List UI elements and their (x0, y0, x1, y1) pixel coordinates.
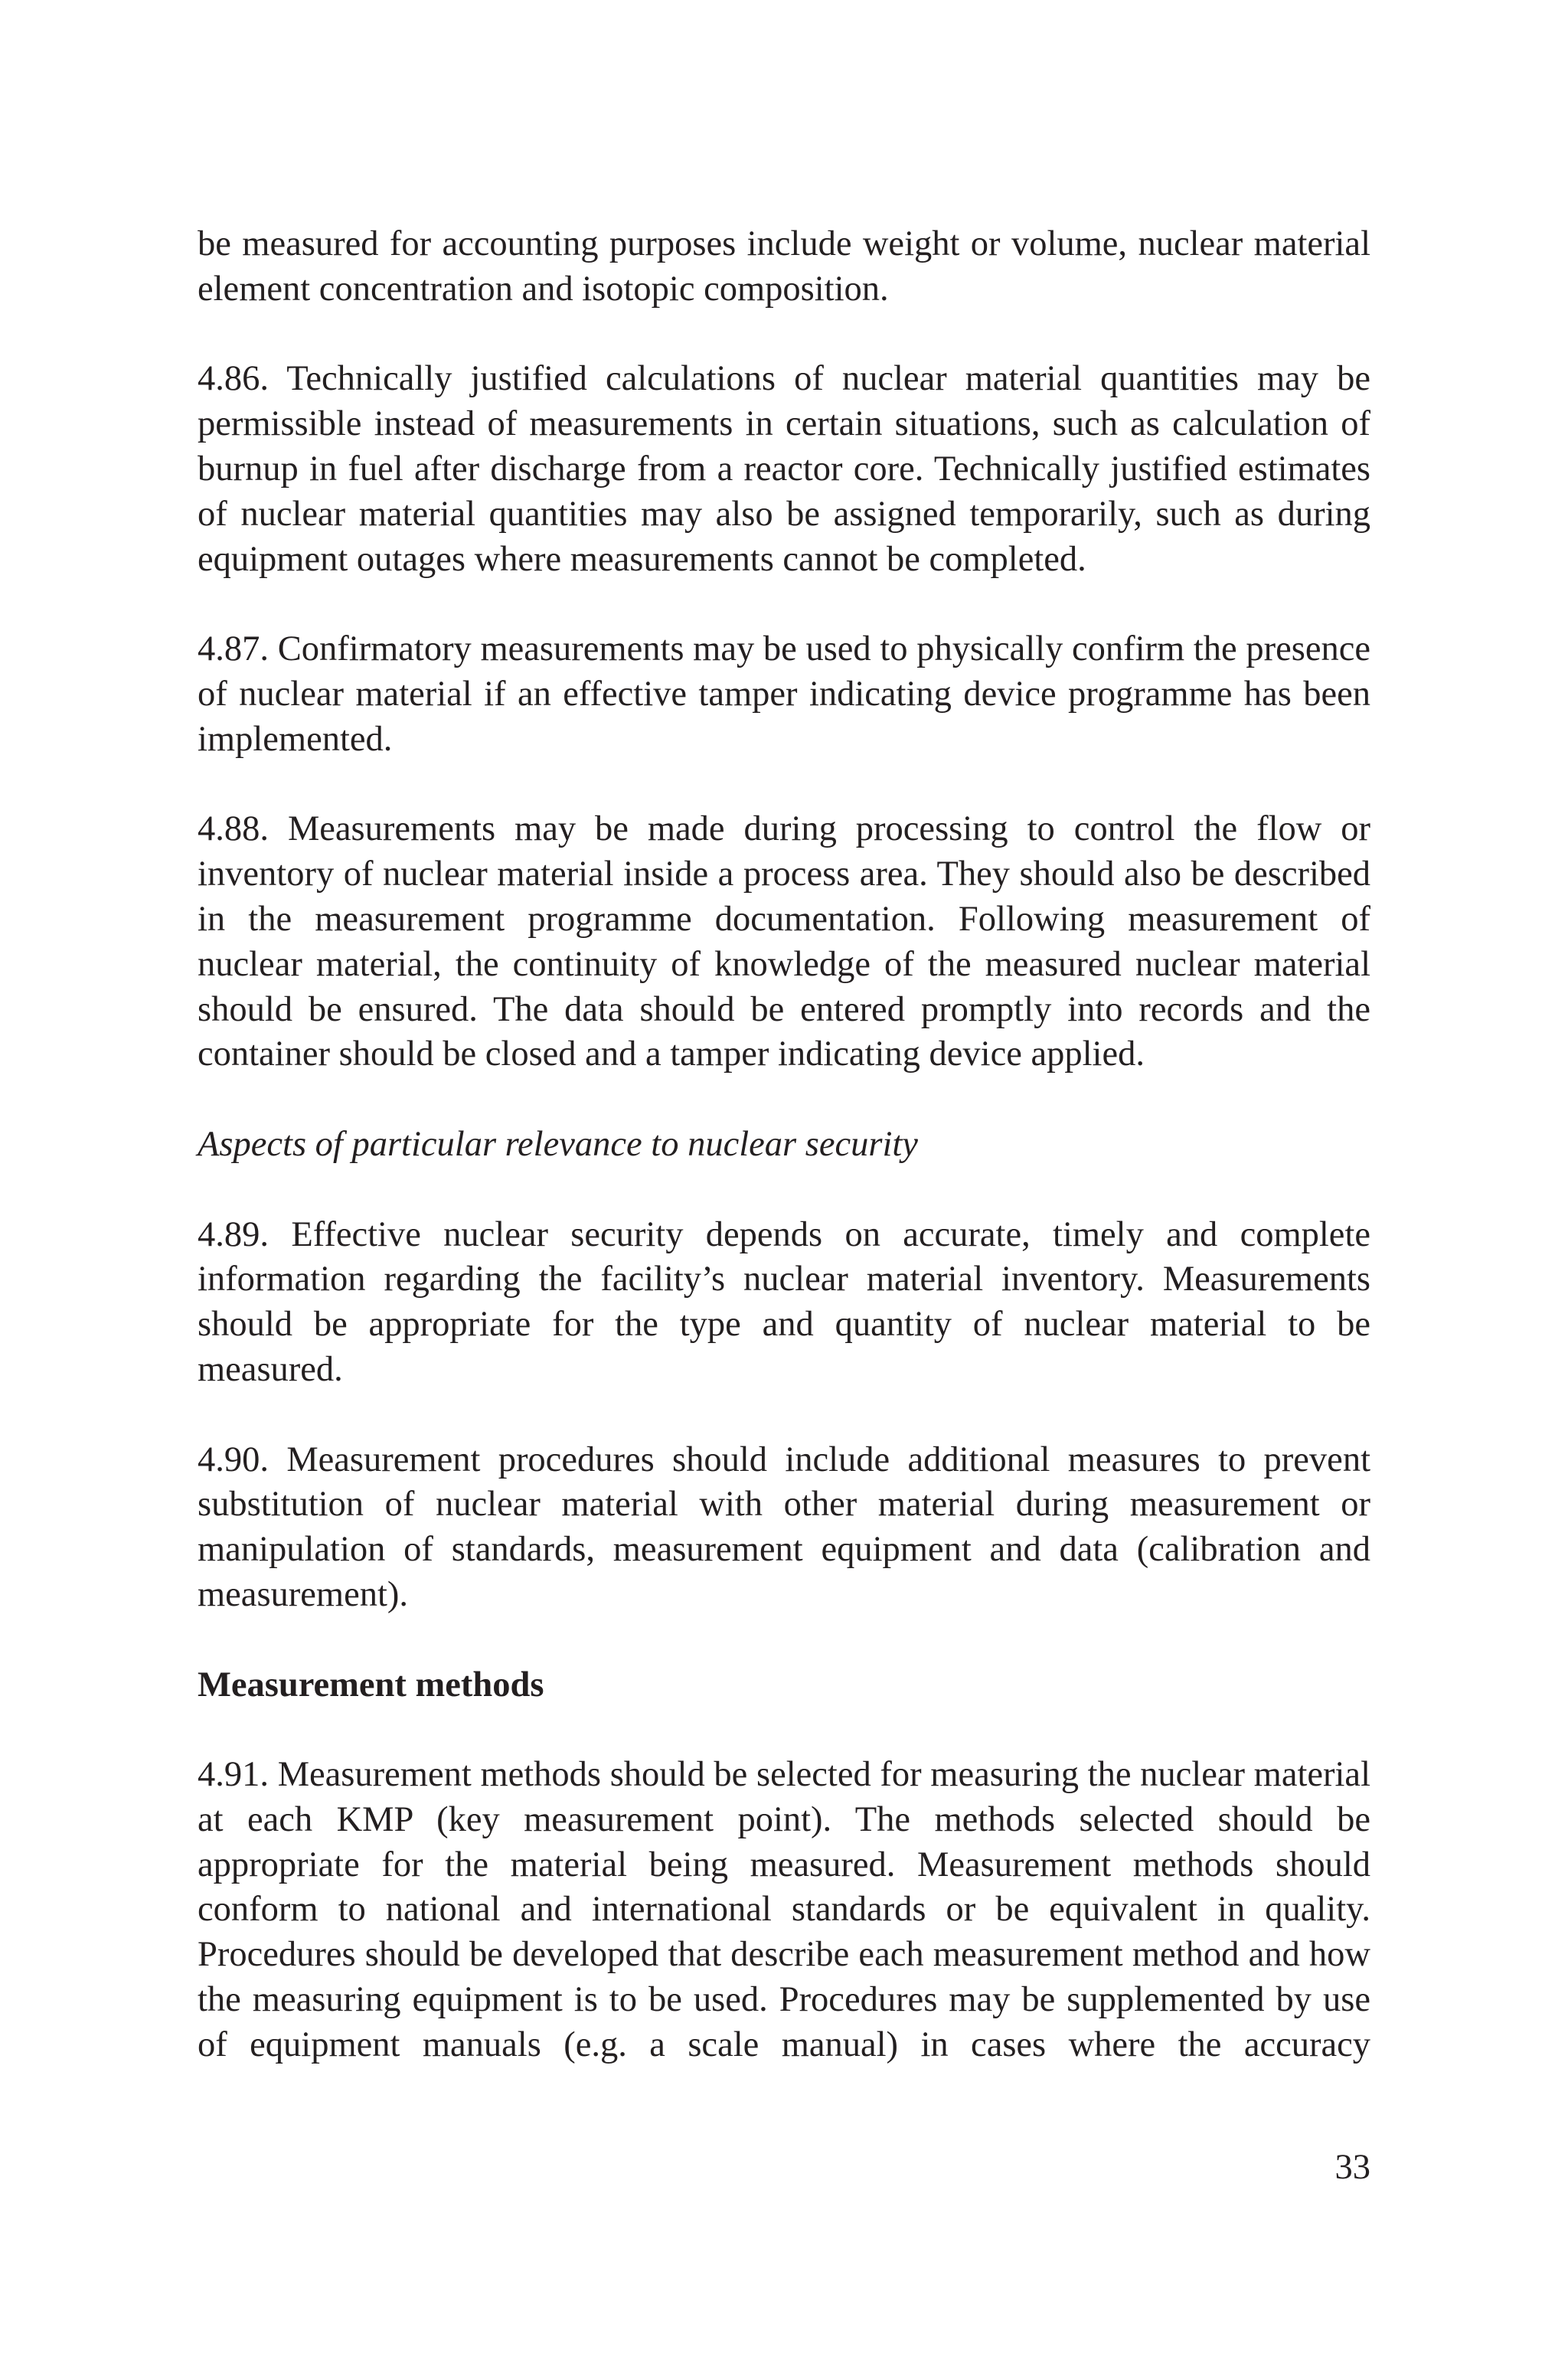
paragraph-number: 4.87. (198, 629, 269, 669)
paragraph-4-86 (198, 357, 1370, 582)
paragraph-text: Technically justified calculations of nuclear material quantities may be permissible instead of measurements in certain situations, such as calculation of burnup in fuel after discharge from a reactor core. Technically justified estimates of nuclear material quantities may also be assigned temporarily, such as during equipment outages where measurements cannot be completed. (198, 359, 1370, 579)
body-text (198, 222, 1370, 2068)
section-heading-measurement-methods: Measurement methods (198, 1665, 544, 1704)
paragraph-continuation (198, 222, 1370, 312)
paragraph-number: 4.89. (198, 1214, 269, 1254)
paragraph-number: 4.88. (198, 809, 269, 849)
page-number: 33 (1334, 2148, 1370, 2187)
paragraph-4-90 (198, 1438, 1370, 1618)
paragraph-4-88 (198, 807, 1370, 1077)
paragraph-text: Measurement procedures should include additional measures to prevent substitution of nuclear material with other material during measurement or manipulation of standards, measurement equipment and data (calibration and measurement). (198, 1440, 1370, 1614)
paragraph-text: Measurements may be made during processing to control the flow or inventory of nuclear material inside a process area. They should also be described in the measurement programme documentation. Following measurement of nuclear material, the continuity of knowledge of the measured nuclear material should be ensured. The data should be entered promptly into records and the container should be closed and a tamper indicating device applied. (198, 809, 1371, 1074)
paragraph-text: Confirmatory measurements may be used to physically confirm the presence of nuclear material if an effective tamper indicating device programme has been implemented. (198, 629, 1371, 759)
subsection-heading-security: Aspects of particular relevance to nuclear security (198, 1124, 918, 1164)
paragraph-number: 4.86. (198, 359, 269, 399)
paragraph-text: be measured for accounting purposes include weight or volume, nuclear material element concentration and isotopic composition. (198, 224, 1370, 309)
paragraph-text: Measurement methods should be selected for measuring the nuclear material at each KMP (key measurement point). The methods selected should be appropriate for the material being measured. Measurement methods should conform to national and international standards or be equivalent in quality. Procedures should be developed that describe each measurement method and how the measuring equipment is to be used. Procedures may be supplemented by use of equipment manuals (e.g. a scale manual) in cases where the accuracy (198, 1755, 1370, 2064)
paragraph-number: 4.91. (198, 1755, 269, 1795)
paragraph-number: 4.90. (198, 1440, 269, 1479)
paragraph-4-89 (198, 1213, 1370, 1393)
paragraph-4-91 (198, 1753, 1370, 2068)
paragraph-4-87 (198, 627, 1370, 762)
paragraph-text: Effective nuclear security depends on accurate, timely and complete information regarding the facility’s nuclear material inventory. Measurements should be appropriate for the type and quantity of nuclear material to be measured. (198, 1214, 1370, 1389)
